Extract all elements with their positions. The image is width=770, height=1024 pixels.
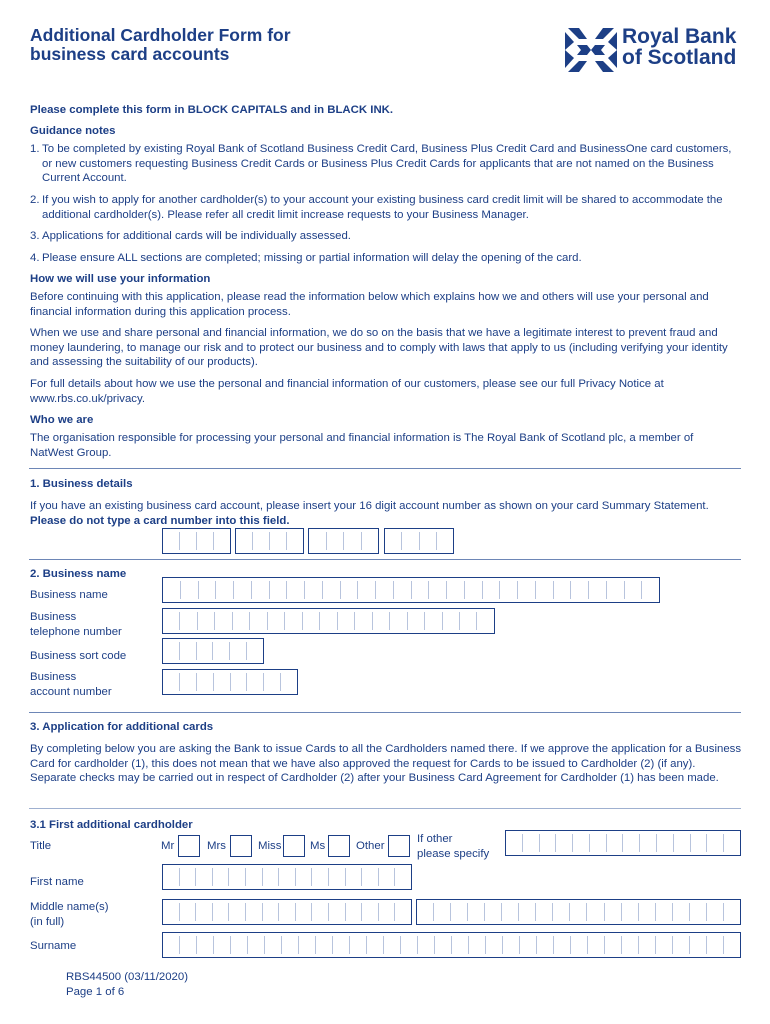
section1-text: If you have an existing business card account, please insert your 16 digit account number as shown on your card Summary Statement. Please do not type a card number into this field. — [30, 500, 709, 527]
title-miss-checkbox[interactable] — [283, 835, 305, 857]
section-heading: 3.1 First additional cardholder — [30, 819, 193, 831]
first-name-label: First name — [30, 876, 84, 888]
page-number: Page 1 of 6 — [66, 986, 125, 998]
business-name-label: Business name — [30, 589, 108, 601]
account-number-input[interactable] — [162, 669, 298, 695]
account-number-group-4[interactable] — [384, 528, 454, 554]
divider — [29, 559, 741, 560]
title-option-other-label: Other — [356, 840, 385, 852]
form-reference: RBS44500 (03/11/2020) — [66, 971, 189, 983]
divider — [29, 808, 741, 809]
instruction: Please complete this form in BLOCK CAPITALS and in BLACK INK. — [30, 104, 394, 116]
title-other-checkbox[interactable] — [388, 835, 410, 857]
logo-text: Royal Bank of Scotland — [622, 25, 737, 69]
title-option-miss-label: Miss — [258, 840, 282, 852]
divider — [29, 468, 741, 469]
account-number-group-2[interactable] — [235, 528, 304, 554]
sort-code-label: Business sort code — [30, 650, 127, 662]
account-number-group-3[interactable] — [308, 528, 379, 554]
guidance-heading: Guidance notes — [30, 125, 116, 137]
account-number-label: Business account number — [30, 671, 112, 698]
rbs-logo-icon — [565, 28, 617, 72]
title-option-mr-label: Mr — [161, 840, 175, 852]
middle-name-label: Middle name(s) (in full) — [30, 901, 109, 928]
middle-name-input-2[interactable] — [416, 899, 741, 925]
who-heading: Who we are — [30, 414, 94, 426]
guidance-note: 3. Applications for additional cards will be individually assessed. — [30, 230, 351, 242]
sort-code-input[interactable] — [162, 638, 264, 664]
phone-input[interactable] — [162, 608, 495, 634]
business-name-input[interactable] — [162, 577, 660, 603]
other-specify-label: If other please specify — [417, 833, 490, 860]
who-paragraph: The organisation responsible for processing your personal and financial information is The Royal Bank of Scotland plc, a member of NatWest Group. — [30, 432, 694, 459]
info-paragraph: For full details about how we use the personal and financial information of our customers, please see our full Privacy Notice at www.rbs.co.uk/privacy. — [30, 378, 664, 405]
first-name-input[interactable] — [162, 864, 412, 890]
section3-text: By completing below you are asking the Bank to issue Cards to all the Cardholders named there. If we approve the application for a Business Card for cardholder (1), this does not mean that we have also approved the request for Cards to be issued to Cardholder (2) (if any). Separate checks may be carried out in respect of Cardholder (2) after your Business Card Agreement for Cardholder (1) has been made. — [30, 743, 742, 785]
title-ms-checkbox[interactable] — [328, 835, 350, 857]
page-title: Additional Cardholder Form for business card accounts — [30, 25, 291, 64]
title-mrs-checkbox[interactable] — [230, 835, 252, 857]
title-mr-checkbox[interactable] — [178, 835, 200, 857]
title-option-mrs-label: Mrs — [207, 840, 226, 852]
middle-name-input-1[interactable] — [162, 899, 412, 925]
other-title-input[interactable] — [505, 830, 741, 856]
info-paragraph: When we use and share personal and financial information, we do so on the basis that we have a legitimate interest to prevent fraud and money laundering, to manage our risk and to protect our business and to comply with laws that apply to us (including verifying your identity and assessing the suitability of our products). — [30, 327, 728, 369]
surname-input[interactable] — [162, 932, 741, 958]
section-heading: 2. Business name — [30, 568, 127, 580]
guidance-note: 4. Please ensure ALL sections are completed; missing or partial information will delay the opening of the card. — [30, 252, 582, 264]
title-option-ms-label: Ms — [310, 840, 326, 852]
account-number-group-1[interactable] — [162, 528, 231, 554]
phone-label: Business telephone number — [30, 611, 122, 638]
section-heading: 1. Business details — [30, 478, 133, 490]
surname-label: Surname — [30, 940, 77, 952]
title-label: Title — [30, 840, 52, 852]
guidance-note: 2. If you wish to apply for another cardholder(s) to your account your existing business card credit limit will be shared to accommodate the additional cardholder(s). Please refer all credit limit increase requests to your Business Manager. — [30, 194, 723, 221]
guidance-note: 1. To be completed by existing Royal Bank of Scotland Business Credit Card, Business Plus Credit Card and BusinessOne card customers, or new customers requesting Business Credit Cards or Business Plus Credit Cards for applicants that are not named on the Business Current Account. — [30, 143, 732, 185]
divider — [29, 712, 741, 713]
info-heading: How we will use your information — [30, 273, 211, 285]
info-paragraph: Before continuing with this application, please read the information below which explains how we and others will use your personal and financial information during this application process. — [30, 291, 709, 318]
section-heading: 3. Application for additional cards — [30, 721, 214, 733]
